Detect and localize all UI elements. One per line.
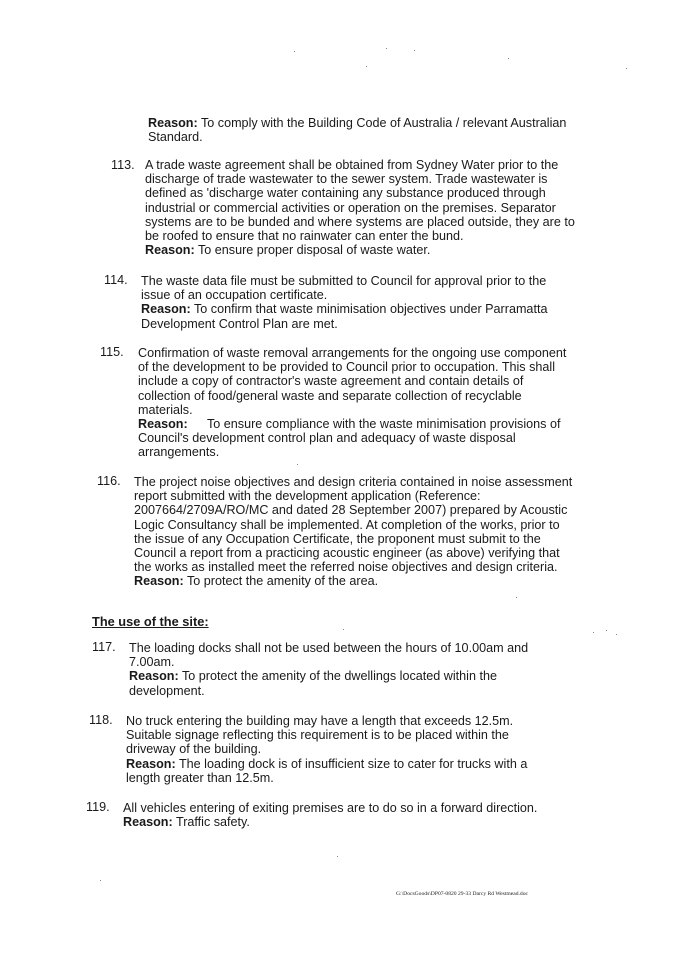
reason-label: Reason: <box>134 574 184 589</box>
reason-text: To protect the amenity of the dwellings located within the development. <box>129 669 497 698</box>
reason-text: To confirm that waste minimisation objectives under Parramatta Development Control Plan are met. <box>141 302 548 331</box>
reason-label: Reason: <box>123 815 173 830</box>
reason-label: Reason: <box>138 417 188 432</box>
scan-speck <box>366 66 367 67</box>
condition-text: The waste data file must be submitted to Council for approval prior to the issue of an occupation certificate. <box>141 274 547 303</box>
scan-speck <box>414 50 415 51</box>
intro-reason <box>148 116 578 144</box>
scan-speck <box>100 880 101 881</box>
reason-label: Reason: <box>148 116 198 130</box>
reason-label: Reason: <box>126 756 176 771</box>
reason-text: The loading dock is of insufficient size to cater for trucks with a length greater than 12.5m. <box>126 756 528 785</box>
reason-text: Traffic safety. <box>175 815 250 830</box>
scan-speck <box>343 629 344 630</box>
condition-number: 115. <box>100 345 124 359</box>
condition-number: 119. <box>86 800 110 814</box>
condition-text: The project noise objectives and design criteria contained in noise assessment report submitted with the development application (Reference: 2007664/2709A/RO/MC and dated 28 September 2007) prepared by Acoustic Logic Consultancy shall be implemented. At completion of the works, prior to the issue of any Occupation Certificate, the proponent must submit to the Council a report from a practicing acoustic engineer (as above) verifying that the works as installed meet the referred noise objectives and design criteria. <box>134 475 573 575</box>
condition-item <box>145 158 580 257</box>
reason-text: To ensure compliance with the waste minimisation provisions of Council's development control plan and adequacy of waste disposal arrangements. <box>138 417 561 460</box>
scan-speck <box>606 630 607 631</box>
condition-item <box>126 714 551 785</box>
condition-text: No truck entering the building may have a length that exceeds 12.5m. Suitable signage reflecting this requirement is to be placed within the driveway of the building. <box>126 714 514 757</box>
scan-speck <box>626 68 627 69</box>
condition-number: 118. <box>89 713 113 727</box>
scan-speck <box>593 632 594 633</box>
reason-label: Reason: <box>145 243 195 258</box>
reason-label: Reason: <box>129 669 179 684</box>
reason-label: Reason: <box>141 302 191 317</box>
condition-item <box>134 475 574 589</box>
scan-speck <box>616 634 617 635</box>
section-heading: The use of the site: <box>92 614 209 629</box>
scan-speck <box>508 58 509 59</box>
condition-item <box>141 274 571 331</box>
condition-number: 113. <box>111 158 135 172</box>
condition-text: The loading docks shall not be used between the hours of 10.00am and 7.00am. <box>129 641 529 670</box>
footer-file-path: G:\DocsGoods\DP07-0820 29-33 Darcy Rd Westmead.doc <box>396 891 528 897</box>
condition-number: 117. <box>92 640 116 654</box>
condition-text: Confirmation of waste removal arrangements for the ongoing use component of the development to be provided to Council prior to occupation. This shall include a copy of contractor's waste agreement and contain details of collection of food/general waste and separate collection of recyclable materials. <box>138 346 567 417</box>
condition-number: 114. <box>104 273 128 287</box>
condition-item <box>129 641 549 698</box>
scan-speck <box>294 51 295 52</box>
scan-speck <box>516 597 517 598</box>
reason-text: To ensure proper disposal of waste water. <box>197 243 431 258</box>
reason-text: To protect the amenity of the area. <box>186 574 379 589</box>
scan-speck <box>386 48 387 49</box>
condition-number: 116. <box>97 474 121 488</box>
scan-speck <box>297 464 298 465</box>
scan-speck <box>337 856 338 857</box>
condition-text: All vehicles entering of exiting premises are to do so in a forward direction. <box>123 801 538 815</box>
intro-reason-text: To comply with the Building Code of Australia / relevant Australian Standard. <box>148 116 567 145</box>
condition-text: A trade waste agreement shall be obtained from Sydney Water prior to the discharge of trade wastewater to the sewer system. Trade wastewater is defined as 'discharge water containing any substance produced through industrial or commercial activities or operation on the premises. Separator systems are to be bunded and where systems are placed outside, they are to be roofed to ensure that no rainwater can enter the bund. <box>145 158 575 244</box>
condition-item <box>123 801 555 829</box>
condition-item <box>138 346 576 460</box>
